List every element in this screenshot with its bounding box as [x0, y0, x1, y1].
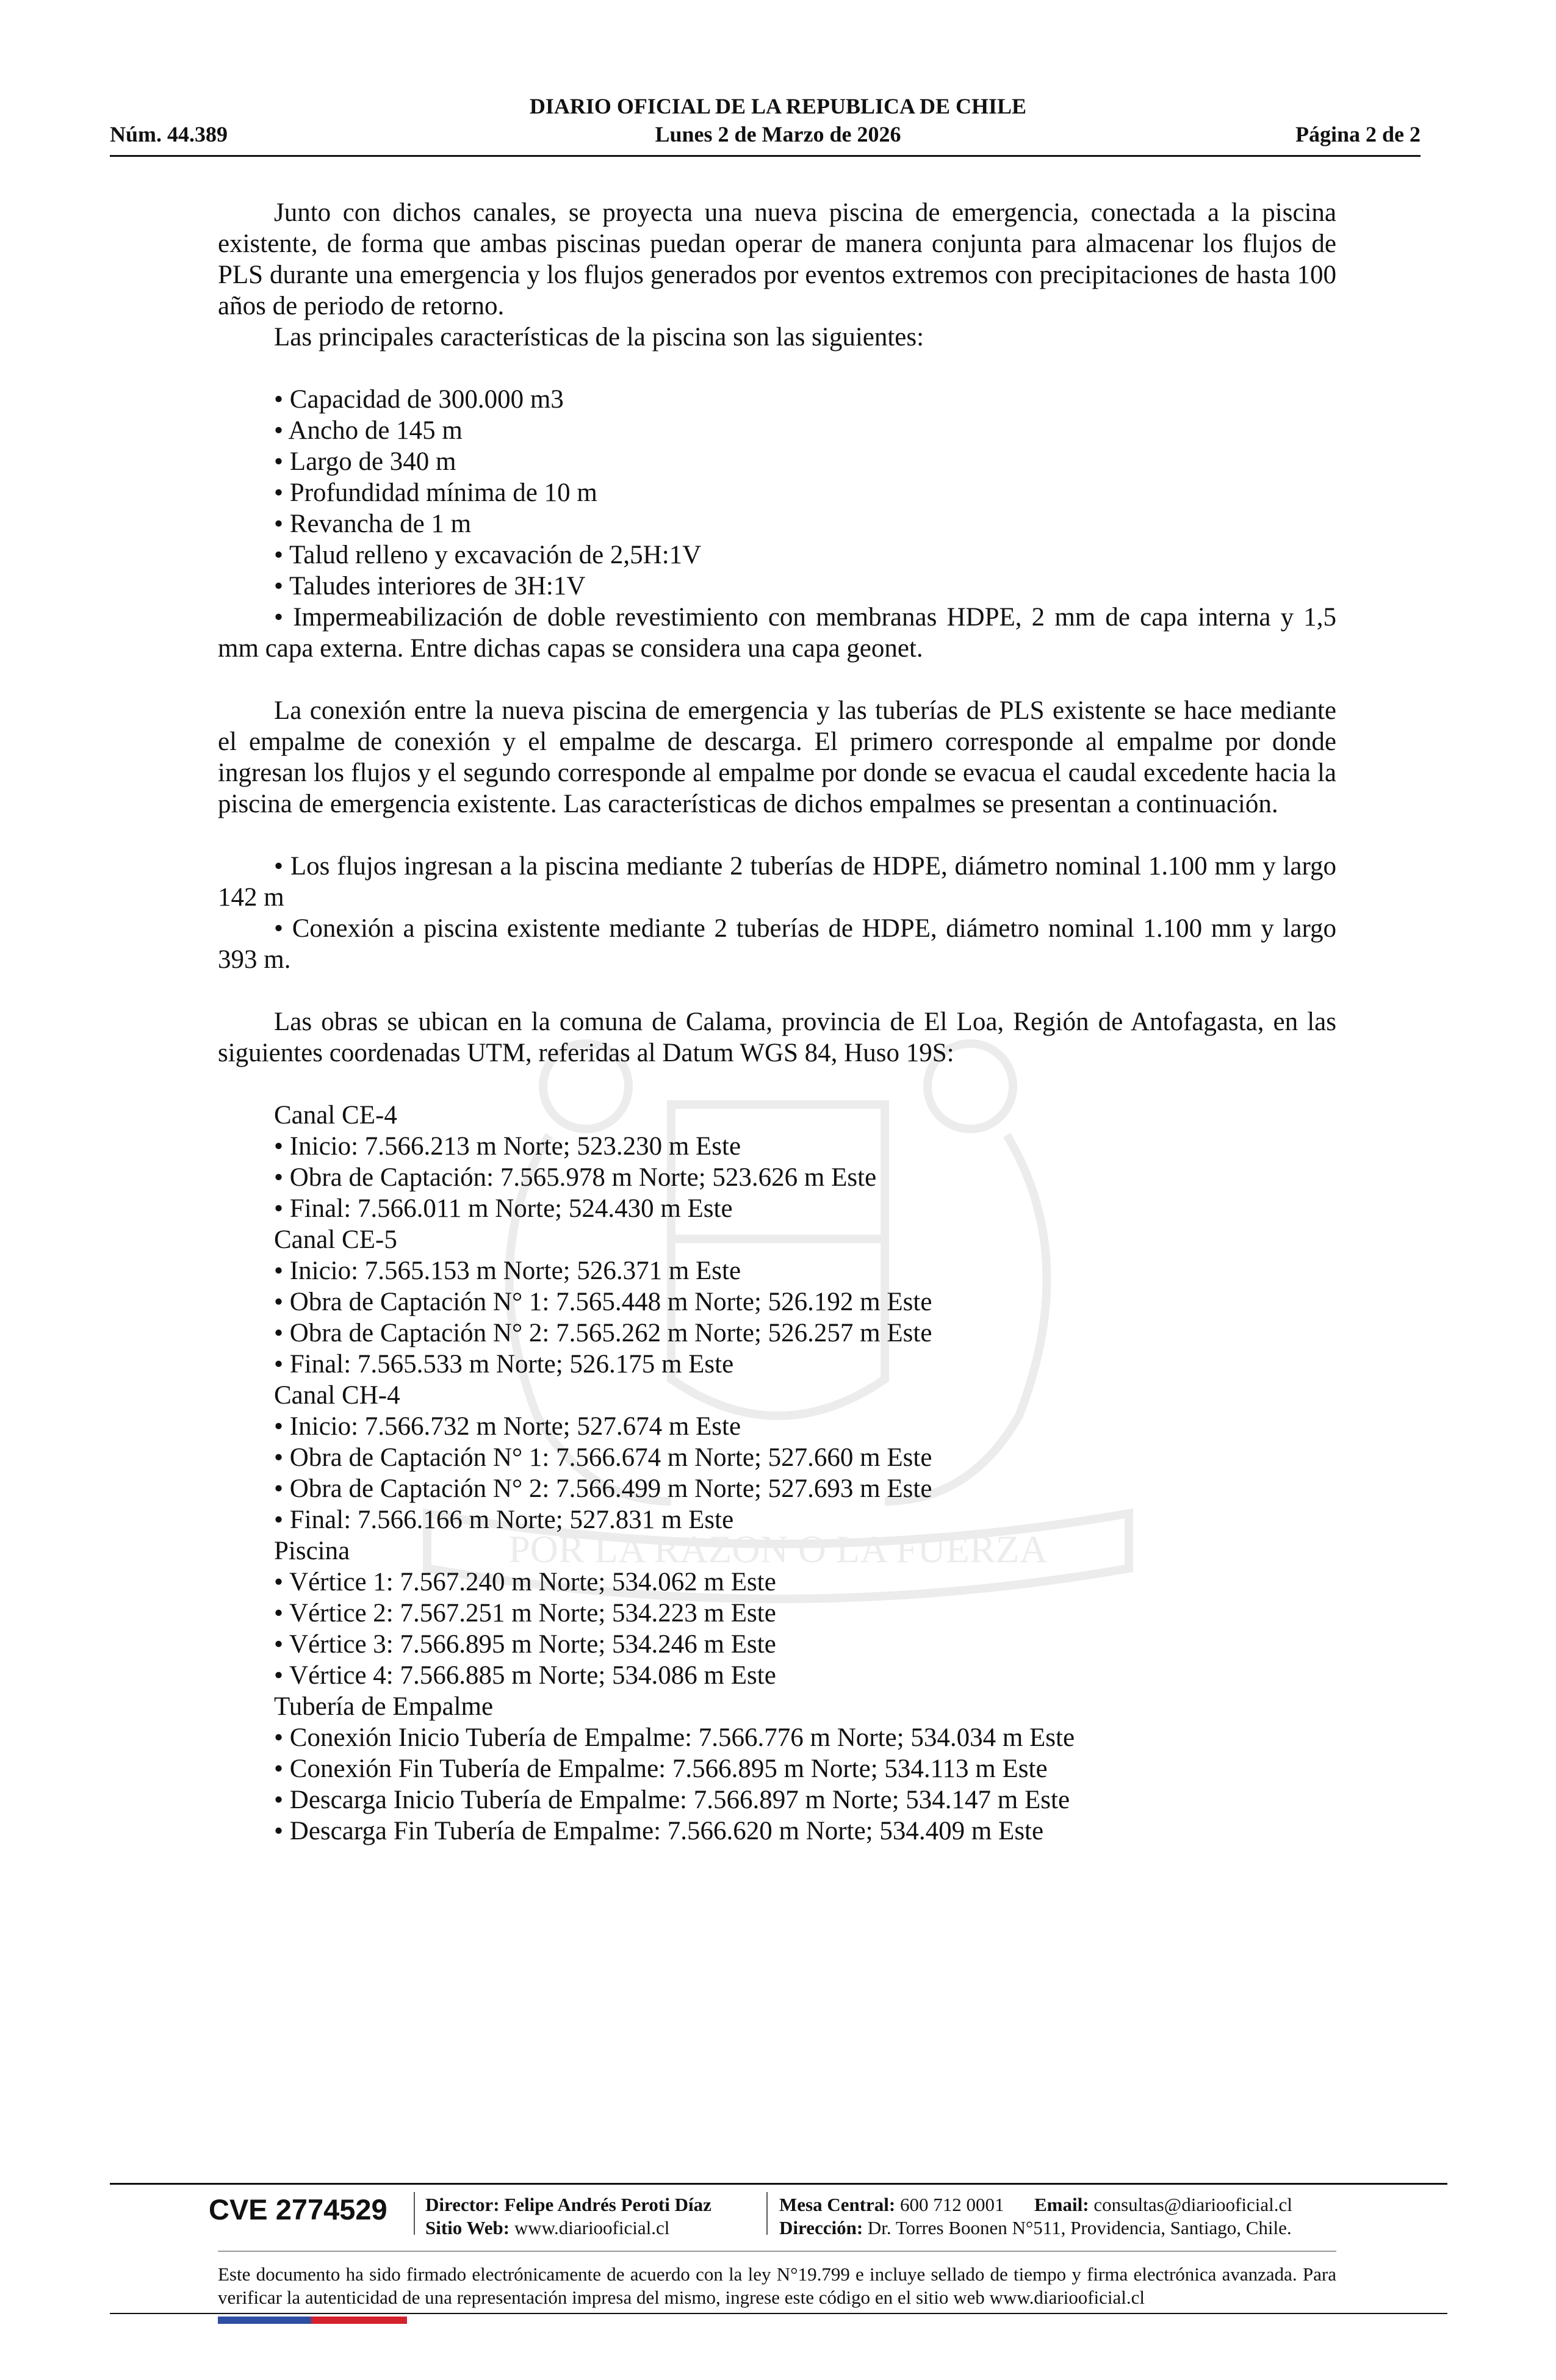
pool-feature-item: • Taludes interiores de 3H:1V	[274, 572, 586, 600]
paragraph-emergency-pool: Junto con dichos canales, se proyecta una nueva piscina de emergencia, conectada a la piscina existente, de forma que ambas piscinas puedan operar de manera conjunta para almacenar los flujos de PLS durante una emergencia y los flujos generados por eventos extremos con precipitaciones de hasta 100 años de periodo de retorno.	[218, 198, 1336, 320]
coordinate-item: • Vértice 3: 7.566.895 m Norte; 534.246 m Este	[274, 1630, 776, 1659]
footer-contact	[779, 2193, 1292, 2216]
coordinate-item: • Obra de Captación N° 1: 7.565.448 m Norte; 526.192 m Este	[274, 1288, 932, 1316]
paragraph-location: Las obras se ubican en la comuna de Calama, provincia de El Loa, Región de Antofagasta, en las siguientes coordenadas UTM, referidas al Datum WGS 84, Huso 19S:	[218, 1008, 1336, 1067]
pool-feature-item: • Capacidad de 300.000 m3	[274, 385, 564, 414]
footer-inner-divider	[218, 2251, 1336, 2252]
coordinates-group-heading: Piscina	[274, 1537, 350, 1565]
coordinates-group-heading: Canal CE-4	[274, 1101, 397, 1130]
motto-text: POR LA RAZON O LA FUERZA	[508, 1527, 1048, 1571]
coordinates-group-heading: Tubería de Empalme	[274, 1692, 494, 1721]
pool-feature-item: • Ancho de 145 m	[274, 416, 463, 445]
website-label: Sitio Web:	[425, 2217, 510, 2238]
coordinate-item: • Vértice 4: 7.566.885 m Norte; 534.086 m Este	[274, 1661, 776, 1690]
phone-value: 600 712 0001	[900, 2194, 1004, 2215]
website-link[interactable]: www.diariooficial.cl	[514, 2217, 670, 2238]
footer-separator	[414, 2192, 415, 2235]
cve-code: CVE 2774529	[209, 2193, 387, 2226]
email-link[interactable]: consultas@diariooficial.cl	[1093, 2194, 1292, 2215]
coordinate-item: • Obra de Captación N° 2: 7.565.262 m Norte; 526.257 m Este	[274, 1319, 932, 1347]
header-divider	[110, 155, 1421, 157]
utm-coordinates-list	[218, 1100, 1336, 1847]
coordinate-item: • Vértice 2: 7.567.251 m Norte; 534.223 m Este	[274, 1599, 776, 1628]
coordinate-item: • Descarga Fin Tubería de Empalme: 7.566.620 m Norte; 534.409 m Este	[274, 1817, 1044, 1845]
junction-inflow: • Los flujos ingresan a la piscina mediante 2 tuberías de HDPE, diámetro nominal 1.100 mm y largo 142 m	[218, 852, 1336, 912]
coordinate-item: • Final: 7.565.533 m Norte; 526.175 m Este	[274, 1350, 734, 1379]
footer-address	[779, 2216, 1292, 2240]
director-label: Director:	[425, 2194, 500, 2215]
flag-stripe-blue	[218, 2317, 311, 2324]
coordinate-item: • Inicio: 7.565.153 m Norte; 526.371 m Este	[274, 1257, 741, 1285]
paragraph-connection: La conexión entre la nueva piscina de emergencia y las tuberías de PLS existente se hace mediante el empalme de conexión y el empalme de descarga. El primero corresponde al empalme por donde ingresan los flujos y el segundo corresponde al empalme por donde se evacua el caudal excedente hacia la piscina de emergencia existente. Las características de dichos empalmes se presentan a continuación.	[218, 696, 1336, 818]
phone-label: Mesa Central:	[779, 2194, 896, 2215]
pool-feature-item: • Talud relleno y excavación de 2,5H:1V	[274, 541, 702, 569]
address-value: Dr. Torres Boonen N°511, Providencia, Santiago, Chile.	[867, 2217, 1292, 2238]
footer-divider	[110, 2183, 1447, 2185]
coordinate-item: • Conexión Inicio Tubería de Empalme: 7.566.776 m Norte; 534.034 m Este	[274, 1723, 1075, 1752]
footer-website	[425, 2216, 669, 2240]
footer-director	[425, 2193, 711, 2216]
issue-date: Lunes 2 de Marzo de 2026	[655, 122, 901, 146]
coordinates-group-heading: Canal CE-5	[274, 1225, 397, 1254]
flag-stripe-red	[311, 2317, 407, 2324]
coordinate-item: • Final: 7.566.166 m Norte; 527.831 m Este	[274, 1506, 734, 1534]
page-number: Página 2 de 2	[1295, 122, 1421, 146]
feature-waterproofing: • Impermeabilización de doble revestimiento con membranas HDPE, 2 mm de capa interna y 1,5 mm capa externa. Entre dichas capas se considera una capa geonet.	[218, 603, 1336, 663]
coordinate-item: • Obra de Captación: 7.565.978 m Norte; 523.626 m Este	[274, 1163, 877, 1192]
newspaper-title: DIARIO OFICIAL DE LA REPUBLICA DE CHILE	[529, 94, 1027, 118]
pool-features-list	[218, 384, 1336, 602]
director-name: Felipe Andrés Peroti Díaz	[504, 2194, 711, 2215]
pool-feature-item: • Revancha de 1 m	[274, 510, 472, 538]
pool-feature-item: • Largo de 340 m	[274, 447, 456, 476]
coordinate-item: • Obra de Captación N° 2: 7.566.499 m Norte; 527.693 m Este	[274, 1474, 932, 1503]
coordinate-item: • Obra de Captación N° 1: 7.566.674 m Norte; 527.660 m Este	[274, 1443, 932, 1472]
coordinate-item: • Conexión Fin Tubería de Empalme: 7.566.895 m Norte; 534.113 m Este	[274, 1754, 1048, 1783]
coordinate-item: • Final: 7.566.011 m Norte; 524.430 m Este	[274, 1194, 733, 1223]
issue-number: Núm. 44.389	[110, 122, 228, 146]
pool-feature-item: • Profundidad mínima de 10 m	[274, 478, 597, 507]
coordinate-item: • Inicio: 7.566.732 m Norte; 527.674 m Este	[274, 1412, 741, 1441]
footer-bottom-rule	[110, 2313, 1447, 2314]
coordinate-item: • Inicio: 7.566.213 m Norte; 523.230 m Este	[274, 1132, 741, 1161]
coordinate-item: • Vértice 1: 7.567.240 m Norte; 534.062 m Este	[274, 1568, 776, 1596]
signature-notice: Este documento ha sido firmado electrónicamente de acuerdo con la ley N°19.799 e incluye sellado de tiempo y firma electrónica avanzada. Para verificar la autenticidad de una representación impresa del mismo, ingrese este código en el sitio web www.diariooficial.cl	[218, 2263, 1336, 2308]
document-body	[218, 197, 1336, 1847]
coordinates-group-heading: Canal CH-4	[274, 1381, 400, 1410]
junction-existing-pool: • Conexión a piscina existente mediante 2 tuberías de HDPE, diámetro nominal 1.100 mm y largo 393 m.	[218, 914, 1336, 974]
footer-separator	[766, 2192, 768, 2235]
address-label: Dirección:	[779, 2217, 863, 2238]
paragraph-features-intro: Las principales características de la piscina son las siguientes:	[274, 323, 924, 352]
coordinate-item: • Descarga Inicio Tubería de Empalme: 7.566.897 m Norte; 534.147 m Este	[274, 1786, 1070, 1814]
email-label: Email:	[1034, 2194, 1089, 2215]
